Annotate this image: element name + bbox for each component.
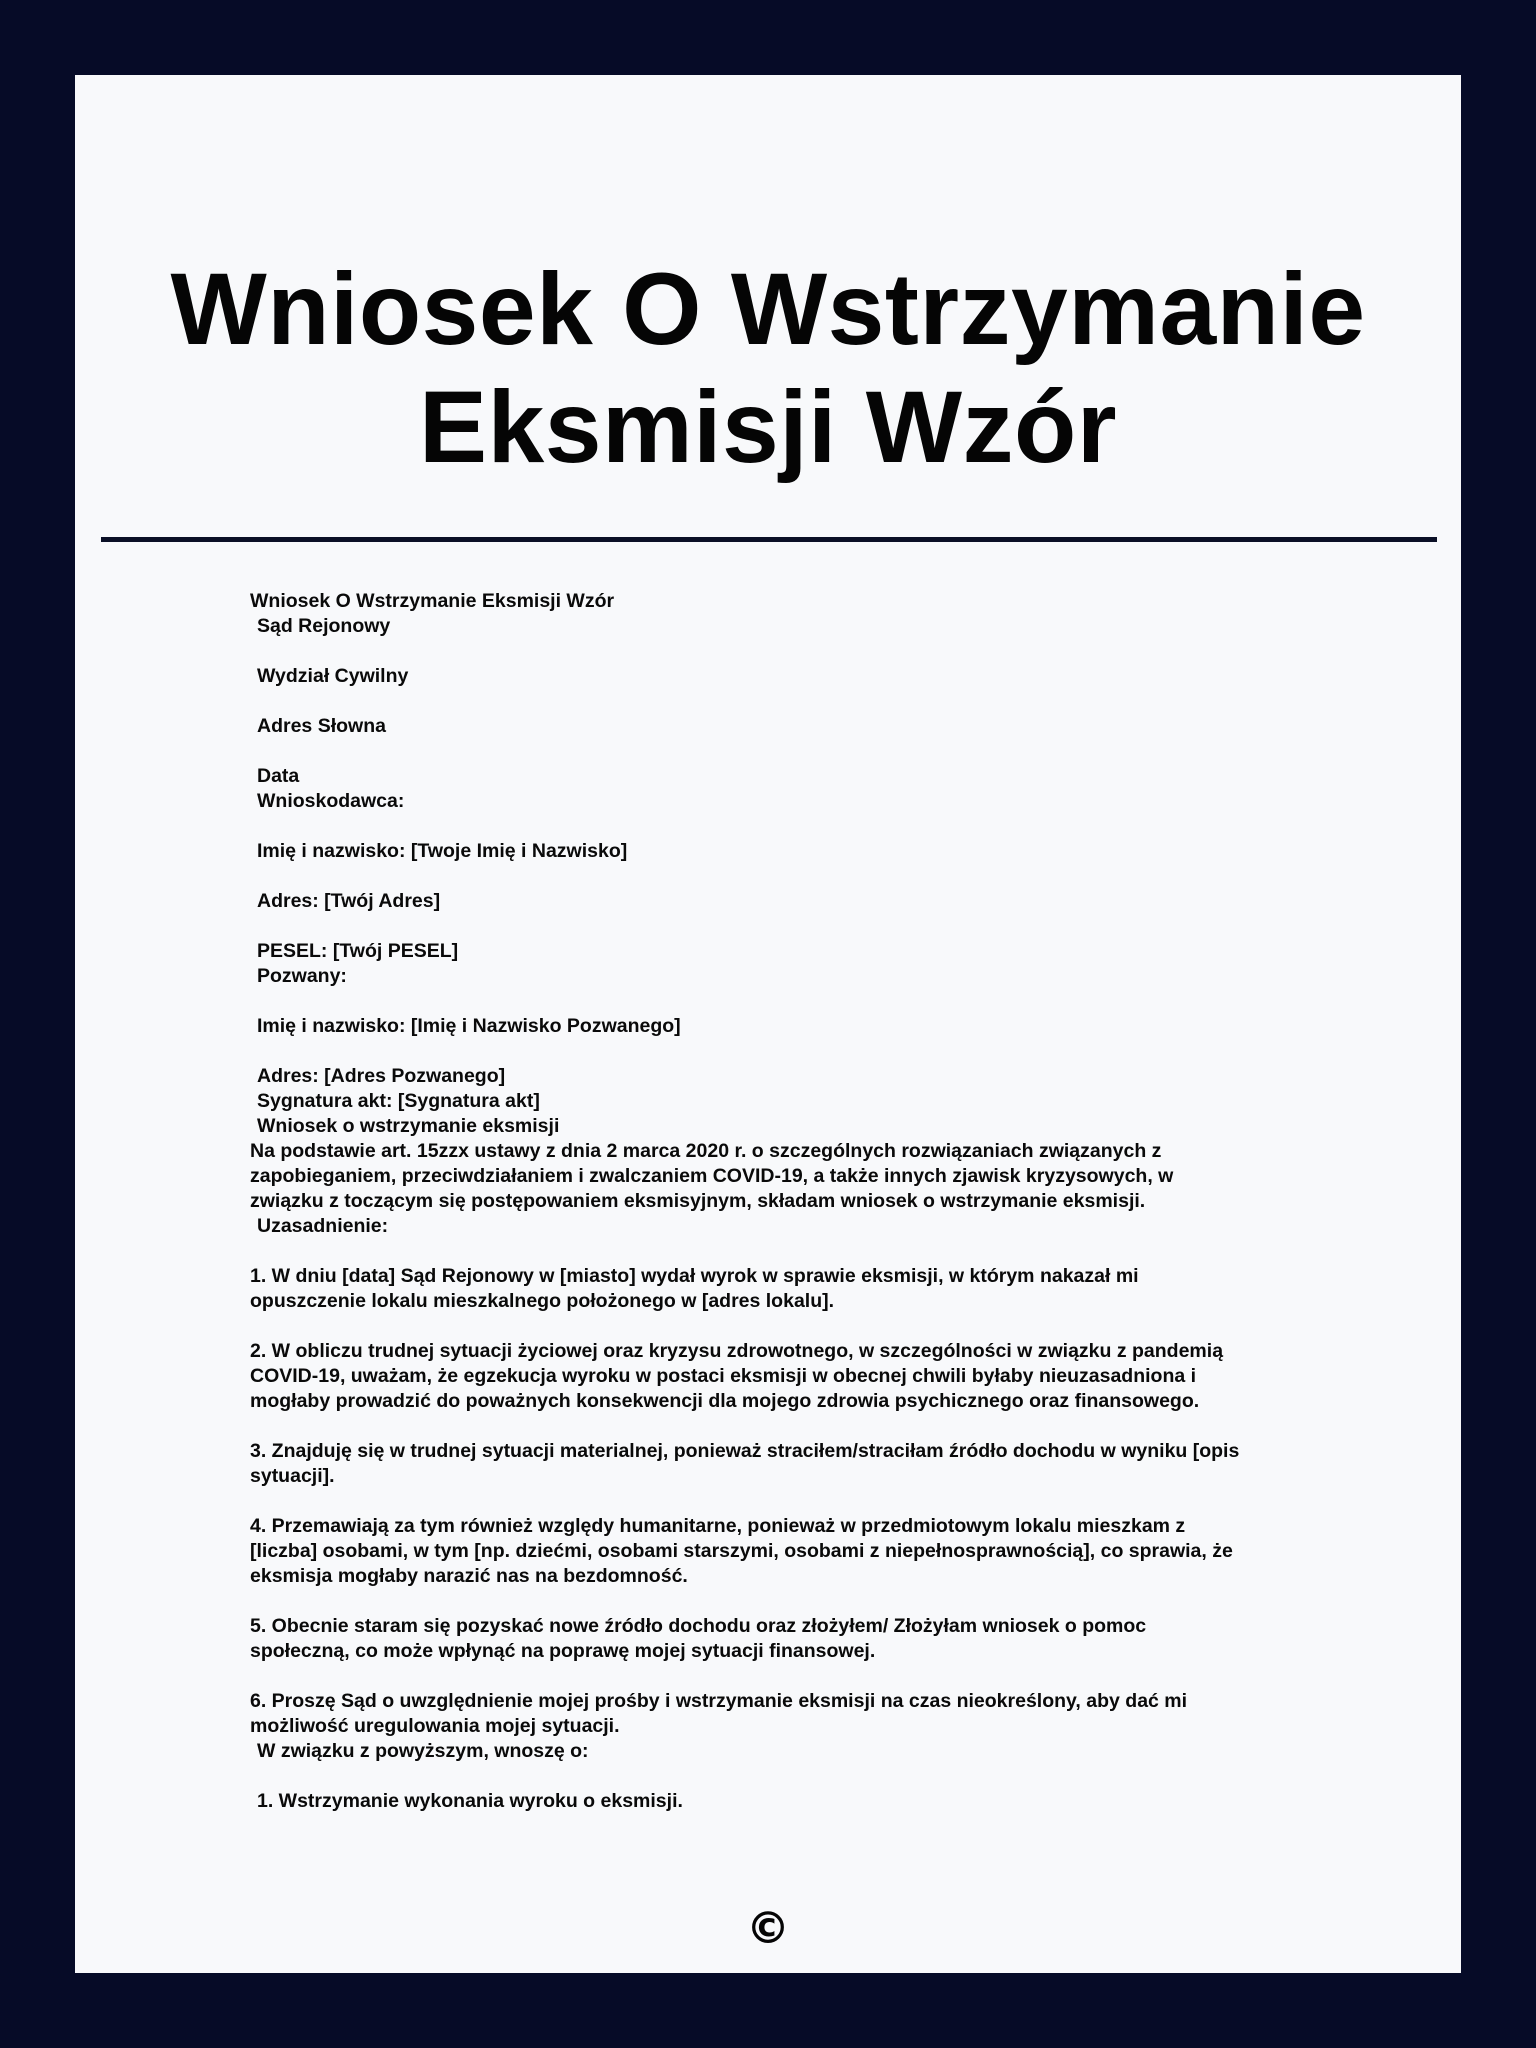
applicant-label: Wnioskodawca: bbox=[257, 790, 405, 812]
applicant-pesel: PESEL: [Twój PESEL] bbox=[257, 940, 459, 962]
point-line: mogłaby prowadzić do poważnych konsekwencji dla mojego zdrowia psychicznego oraz finansowego. bbox=[250, 1390, 1200, 1412]
blank-line bbox=[250, 864, 1360, 889]
court-division: Wydział Cywilny bbox=[257, 665, 409, 687]
blank-line bbox=[250, 1239, 1360, 1264]
document-date: Data bbox=[257, 765, 300, 787]
blank-line bbox=[250, 639, 1360, 664]
blank-line bbox=[250, 1764, 1360, 1789]
point-line: eksmisja mogłaby narazić nas na bezdomność. bbox=[250, 1565, 688, 1587]
point-line: 1. W dniu [data] Sąd Rejonowy w [miasto] wydał wyrok w sprawie eksmisji, w którym nakazał mi bbox=[250, 1265, 1139, 1287]
copyright-icon: © bbox=[746, 1903, 790, 1954]
applicant-name: Imię i nazwisko: [Twoje Imię i Nazwisko] bbox=[257, 840, 628, 862]
court-address: Adres Słowna bbox=[257, 715, 386, 737]
justification-label: Uzasadnienie: bbox=[257, 1215, 389, 1237]
intro-line: zapobieganiem, przeciwdziałaniem i zwalczaniem COVID-19, a także innych zjawisk kryzysowych, w bbox=[250, 1165, 1174, 1187]
point-line: 2. W obliczu trudnej sytuacji życiowej oraz kryzysu zdrowotnego, w szczególności w związku z pandemią bbox=[250, 1340, 1224, 1362]
blank-line bbox=[250, 1664, 1360, 1689]
blank-line bbox=[250, 1039, 1360, 1064]
motion-title: Wniosek o wstrzymanie eksmisji bbox=[257, 1115, 560, 1137]
title-divider bbox=[101, 537, 1437, 542]
blank-line bbox=[250, 1489, 1360, 1514]
defendant-name: Imię i nazwisko: [Imię i Nazwisko Pozwanego] bbox=[257, 1015, 681, 1037]
court-name: Sąd Rejonowy bbox=[257, 615, 391, 637]
document-body bbox=[250, 589, 1360, 1814]
point-line: 4. Przemawiają za tym również względy humanitarne, ponieważ w przedmiotowym lokalu mieszkam z bbox=[250, 1515, 1186, 1537]
point-line: [liczba] osobami, w tym [np. dziećmi, osobami starszymi, osobami z niepełnosprawnością], co sprawia, że bbox=[250, 1540, 1233, 1562]
blank-line bbox=[250, 1314, 1360, 1339]
blank-line bbox=[250, 989, 1360, 1014]
case-signature: Sygnatura akt: [Sygnatura akt] bbox=[257, 1090, 540, 1112]
point-line: możliwość uregulowania mojej sytuacji. bbox=[250, 1715, 620, 1737]
applicant-address: Adres: [Twój Adres] bbox=[257, 890, 441, 912]
blank-line bbox=[250, 914, 1360, 939]
body-heading: Wniosek O Wstrzymanie Eksmisji Wzór bbox=[250, 590, 615, 612]
point-line: 6. Proszę Sąd o uwzględnienie mojej prośby i wstrzymanie eksmisji na czas nieokreślony, aby dać mi bbox=[250, 1690, 1188, 1712]
request-item: 1. Wstrzymanie wykonania wyroku o eksmisji. bbox=[257, 1790, 683, 1812]
defendant-label: Pozwany: bbox=[257, 965, 347, 987]
point-line: społeczną, co może wpłynąć na poprawę mojej sytuacji finansowej. bbox=[250, 1640, 876, 1662]
point-line: 3. Znajduję się w trudnej sytuacji materialnej, ponieważ straciłem/straciłam źródło dochodu w wyniku [opis bbox=[250, 1440, 1240, 1462]
document-page bbox=[75, 75, 1461, 1973]
blank-line bbox=[250, 814, 1360, 839]
page-title: Wniosek O Wstrzymanie Eksmisji Wzór bbox=[170, 252, 1366, 484]
blank-line bbox=[250, 739, 1360, 764]
point-line: opuszczenie lokalu mieszkalnego położonego w [adres lokalu]. bbox=[250, 1290, 835, 1312]
point-line: sytuacji]. bbox=[250, 1465, 335, 1487]
defendant-address: Adres: [Adres Pozwanego] bbox=[257, 1065, 506, 1087]
blank-line bbox=[250, 1414, 1360, 1439]
point-line: 5. Obecnie staram się pozyskać nowe źródło dochodu oraz złożyłem/ Złożyłam wniosek o pomoc bbox=[250, 1615, 1147, 1637]
intro-line: Na podstawie art. 15zzx ustawy z dnia 2 marca 2020 r. o szczególnych rozwiązaniach związanych z bbox=[250, 1140, 1162, 1162]
request-label: W związku z powyższym, wnoszę o: bbox=[257, 1740, 589, 1762]
blank-line bbox=[250, 689, 1360, 714]
intro-line: związku z toczącym się postępowaniem eksmisyjnym, składam wniosek o wstrzymanie eksmisji. bbox=[250, 1190, 1146, 1212]
point-line: COVID-19, uważam, że egzekucja wyroku w postaci eksmisji w obecnej chwili byłaby nieuzasadniona i bbox=[250, 1365, 1197, 1387]
blank-line bbox=[250, 1589, 1360, 1614]
